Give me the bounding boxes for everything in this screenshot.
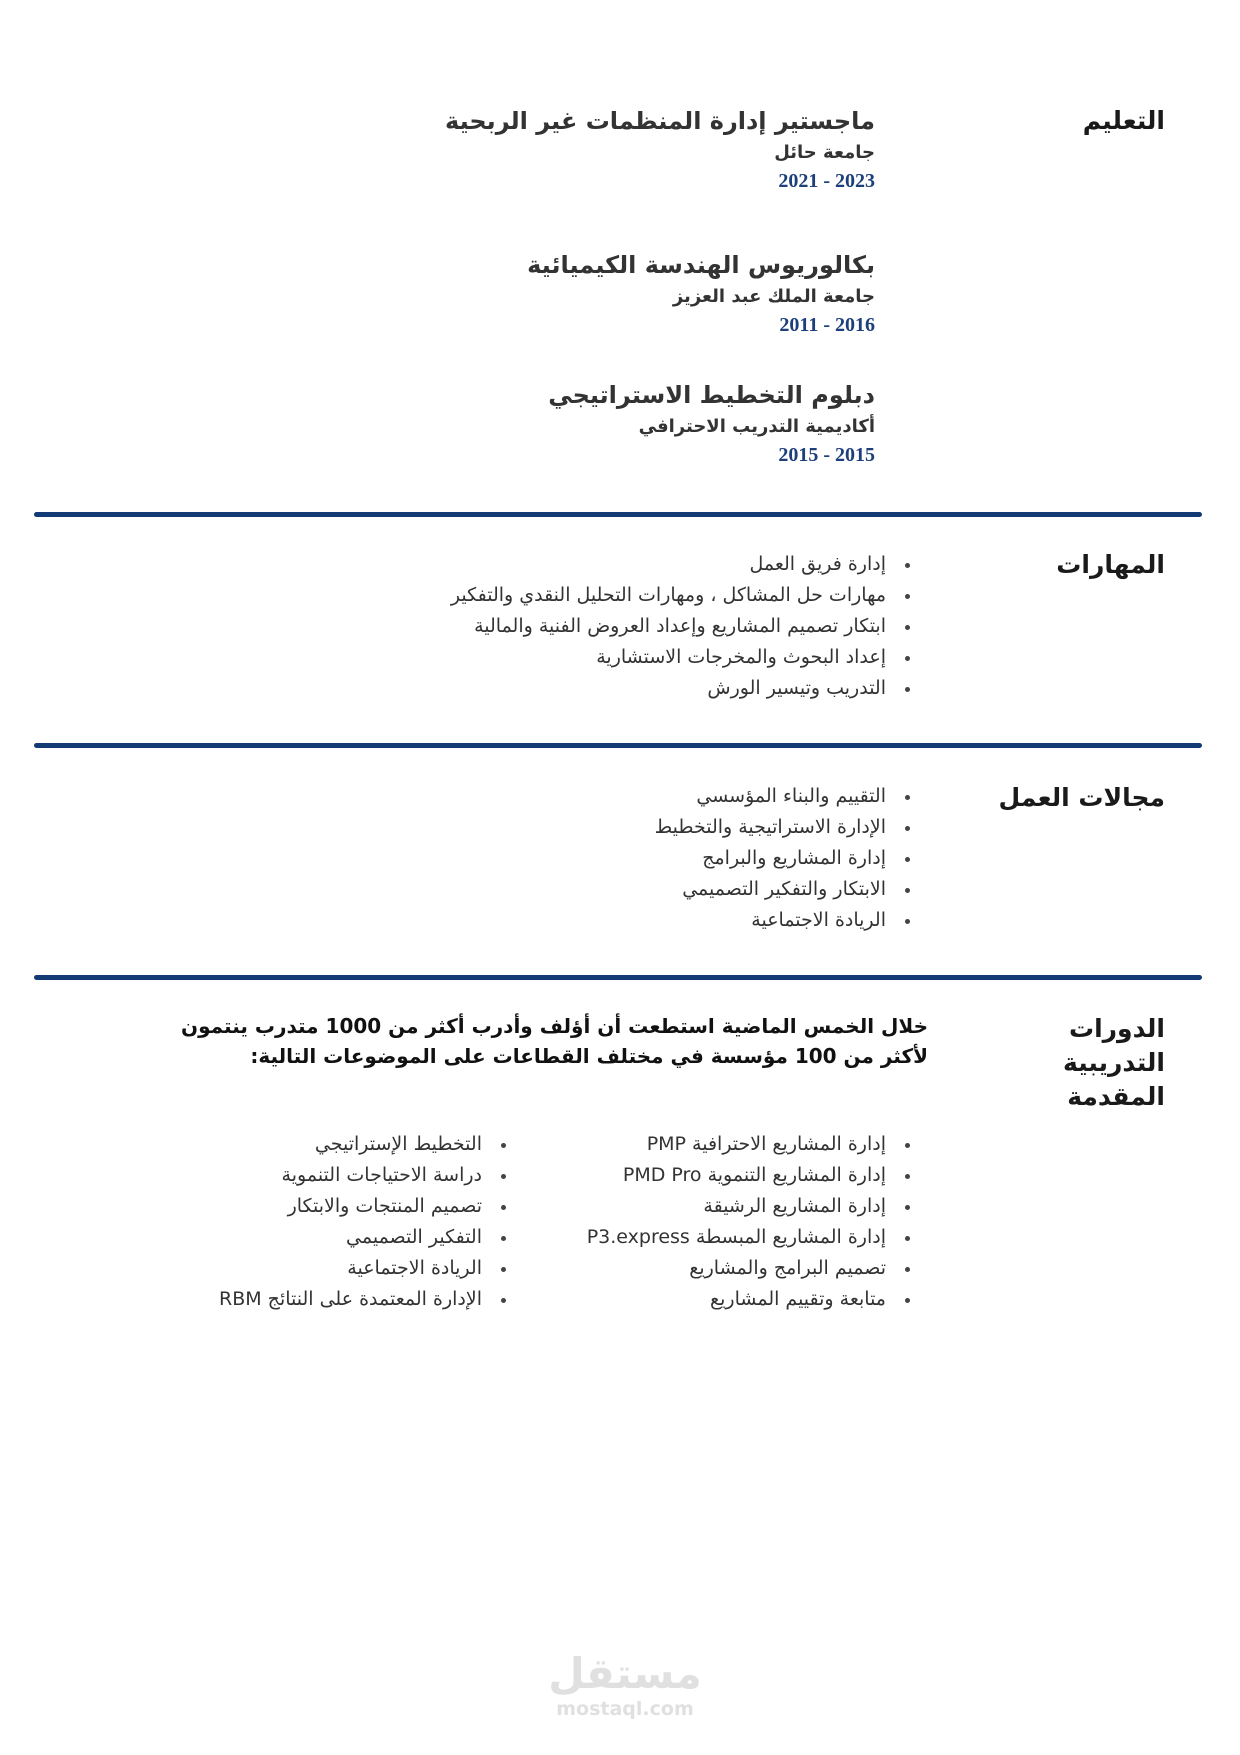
work-areas-list — [210, 781, 910, 936]
list-item: إدارة المشاريع الرشيقة — [510, 1191, 910, 1222]
list-item: التفكير التصميمي — [66, 1222, 506, 1253]
school-name: جامعة الملك عبد العزيز — [672, 286, 875, 307]
school-name: جامعة حائل — [774, 142, 875, 163]
degree-title: ماجستير إدارة المنظمات غير الربحية — [445, 107, 875, 135]
list-item: الريادة الاجتماعية — [210, 905, 910, 936]
list-item: التخطيط الإستراتيجي — [66, 1129, 506, 1160]
list-item: التقييم والبناء المؤسسي — [210, 781, 910, 812]
work-areas-heading: مجالات العمل — [998, 783, 1165, 812]
mostaql-watermark — [540, 1650, 710, 1720]
list-item: إدارة المشاريع التنموية PMD Pro — [510, 1160, 910, 1191]
section-divider — [34, 512, 1202, 517]
list-item: ابتكار تصميم المشاريع وإعداد العروض الفنية والمالية — [210, 611, 910, 642]
study-years: 2015 - 2015 — [778, 444, 875, 466]
study-years: 2016 - 2011 — [779, 314, 875, 336]
education-entry — [275, 250, 875, 338]
section-divider — [34, 975, 1202, 980]
list-item: إدارة فريق العمل — [210, 549, 910, 580]
degree-title: دبلوم التخطيط الاستراتيجي — [548, 381, 875, 409]
education-heading: التعليم — [1082, 106, 1165, 135]
heading-line: المقدمة — [1067, 1082, 1165, 1111]
list-item: إدارة المشاريع والبرامج — [210, 843, 910, 874]
watermark-latin: mostaql.com — [556, 1698, 694, 1720]
list-item: الابتكار والتفكير التصميمي — [210, 874, 910, 905]
list-item: دراسة الاحتياجات التنموية — [66, 1160, 506, 1191]
heading-line: التدريبية — [1063, 1048, 1165, 1077]
skills-heading: المهارات — [1056, 550, 1165, 579]
section-divider — [34, 743, 1202, 748]
study-years: 2023 - 2021 — [778, 170, 875, 192]
list-item: التدريب وتيسير الورش — [210, 673, 910, 704]
list-item: الإدارة الاستراتيجية والتخطيط — [210, 812, 910, 843]
list-item: مهارات حل المشاكل ، ومهارات التحليل النقدي والتفكير — [210, 580, 910, 611]
courses-heading — [965, 1012, 1165, 1114]
watermark-arabic: مستقل — [548, 1649, 702, 1698]
courses-list-right — [510, 1129, 910, 1315]
list-item: تصميم البرامج والمشاريع — [510, 1253, 910, 1284]
list-item: إدارة المشاريع المبسطة P3.express — [510, 1222, 910, 1253]
courses-intro: خلال الخمس الماضية استطعت أن أؤلف وأدرب أكثر من 1000 متدرب ينتمون لأكثر من 100 مؤسسة في مختلف القطاعات على الموضوعات التالية: — [181, 1014, 928, 1068]
list-item: إدارة المشاريع الاحترافية PMP — [510, 1129, 910, 1160]
skills-list — [210, 549, 910, 704]
education-entry — [275, 380, 875, 468]
courses-list-left — [66, 1129, 506, 1315]
education-entry — [275, 106, 875, 194]
list-item: إعداد البحوث والمخرجات الاستشارية — [210, 642, 910, 673]
degree-title: بكالوريوس الهندسة الكيميائية — [527, 251, 875, 279]
list-item: متابعة وتقييم المشاريع — [510, 1284, 910, 1315]
list-item: تصميم المنتجات والابتكار — [66, 1191, 506, 1222]
list-item: الإدارة المعتمدة على النتائج RBM — [66, 1284, 506, 1315]
heading-line: الدورات — [1068, 1014, 1165, 1043]
school-name: أكاديمية التدريب الاحترافي — [638, 416, 875, 437]
list-item: الريادة الاجتماعية — [66, 1253, 506, 1284]
